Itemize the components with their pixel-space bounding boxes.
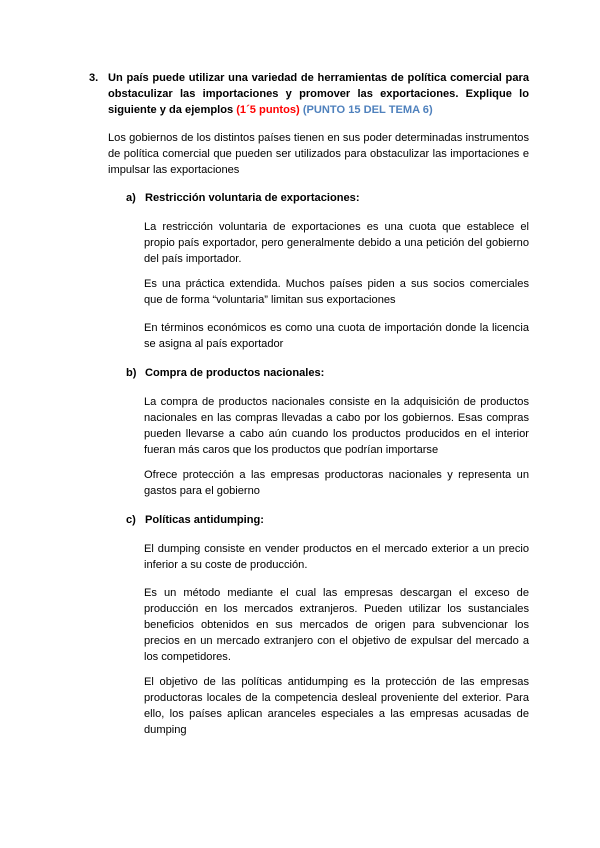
section-title: Restricción voluntaria de exportaciones: [145,192,360,204]
paragraph: La restricción voluntaria de exportaciones es una cuota que establece el propio país exportador, pero generalmente debido a una petición del gobierno del país importador. [144,221,529,265]
question-text [108,70,529,118]
section-letter: c) [126,514,136,526]
paragraph: En términos económicos es como una cuota de importación donde la licencia se asigna al país exportador [144,322,529,350]
section-letter: b) [126,367,137,379]
paragraph: Ofrece protección a las empresas productoras nacionales y representa un gastos para el gobierno [144,469,529,497]
intro-paragraph: Los gobiernos de los distintos países tienen en sus poder determinadas instrumentos de política comercial que pueden ser utilizados para obstaculizar las importaciones e impulsar las exportaciones [108,132,529,176]
section-letter: a) [126,192,136,204]
question-reference: (PUNTO 15 DEL TEMA 6) [302,104,433,116]
question-points: (1´5 puntos) [236,104,300,116]
question-body: Un país puede utilizar una variedad de herramientas de política comercial para obstaculizar las importaciones y promover las exportaciones. Explique lo siguiente y da ejemplos [108,72,529,116]
paragraph: Es un método mediante el cual las empresas descargan el exceso de producción en los mercados extranjeros. Pueden utilizar los sustanciales beneficios obtenidos en sus mercados de origen para subvencionar los precios en un mercado extranjero con el objetivo de expulsar del mercado a los competidores. [144,587,529,663]
paragraph: Es una práctica extendida. Muchos países piden a sus socios comerciales que de forma “voluntaria” limitan sus exportaciones [144,278,529,306]
section-title: Políticas antidumping: [145,514,264,526]
paragraph: El objetivo de las políticas antidumping es la protección de las empresas productoras locales de la competencia desleal proveniente del exterior. Para ello, los países aplican aranceles especiales a las empresas acusadas de dumping [144,676,529,736]
section-heading [126,512,264,528]
paragraph: La compra de productos nacionales consiste en la adquisición de productos nacionales en las compras llevadas a cabo por los gobiernos. Esas compras pueden llevarse a cabo aún cuando los productos producidos en el interior fueran más caros que los productos que podrían importarse [144,396,529,456]
paragraph: El dumping consiste en vender productos en el mercado exterior a un precio inferior a su coste de producción. [144,543,529,571]
section-heading [126,365,324,381]
section-heading [126,190,360,206]
question-number: 3. [89,72,99,84]
section-title: Compra de productos nacionales: [145,367,325,379]
